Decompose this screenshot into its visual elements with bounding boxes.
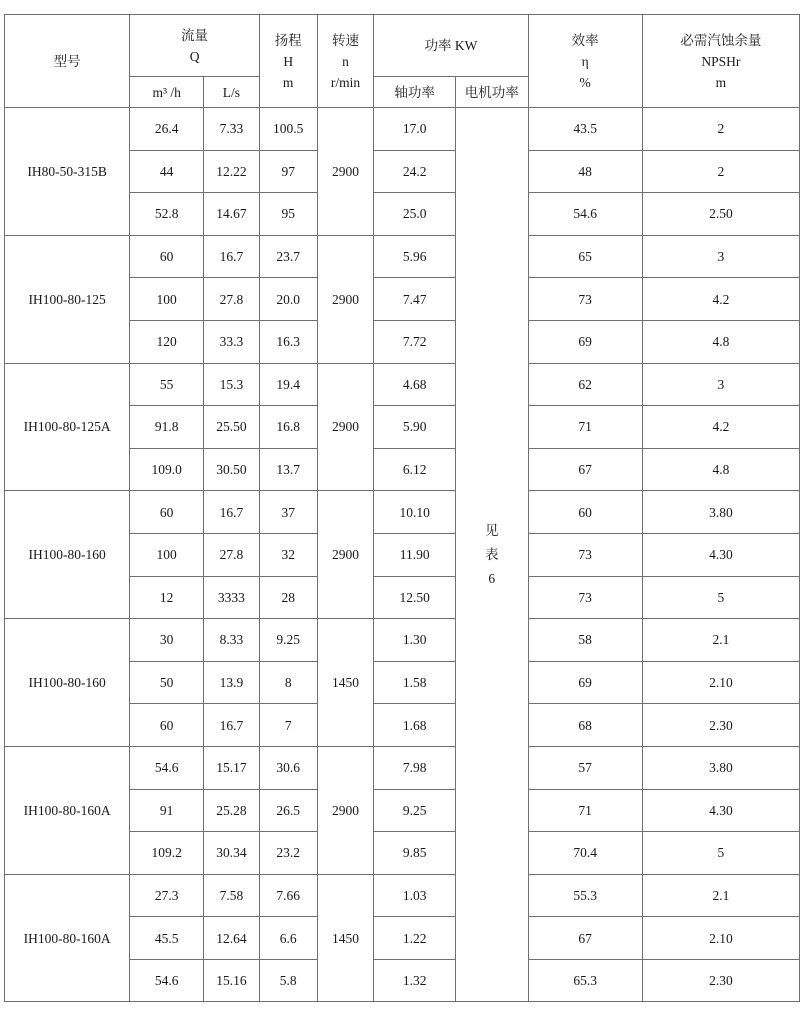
- cell-head: 30.6: [259, 746, 317, 789]
- cell-model: IH100-80-160: [5, 491, 130, 619]
- cell-head: 100.5: [259, 108, 317, 151]
- header-npsh-label: 必需汽蚀余量: [680, 32, 762, 48]
- cell-flow-ls: 3333: [204, 576, 260, 619]
- cell-npsh: 4.30: [642, 789, 799, 832]
- cell-efficiency: 71: [528, 789, 642, 832]
- cell-efficiency: 71: [528, 406, 642, 449]
- cell-shaft-power: 1.58: [374, 661, 456, 704]
- cell-speed: 1450: [317, 619, 374, 747]
- cell-shaft-power: 1.22: [374, 917, 456, 960]
- cell-head: 23.7: [259, 235, 317, 278]
- table-body: [5, 108, 800, 1002]
- cell-flow-ls: 30.50: [204, 448, 260, 491]
- cell-npsh: 2.30: [642, 959, 799, 1002]
- cell-npsh: 4.2: [642, 406, 799, 449]
- cell-flow-m3h: 45.5: [130, 917, 204, 960]
- header-efficiency-symbol: η: [581, 53, 589, 69]
- table-row: [5, 619, 800, 662]
- cell-efficiency: 58: [528, 619, 642, 662]
- cell-head: 9.25: [259, 619, 317, 662]
- pump-spec-table: [4, 14, 800, 1002]
- cell-efficiency: 57: [528, 746, 642, 789]
- cell-head: 8: [259, 661, 317, 704]
- cell-flow-m3h: 44: [130, 150, 204, 193]
- cell-model: IH100-80-125A: [5, 363, 130, 491]
- cell-npsh: 2.10: [642, 661, 799, 704]
- cell-speed: 1450: [317, 874, 374, 1002]
- cell-speed: 2900: [317, 363, 374, 491]
- cell-npsh: 2: [642, 150, 799, 193]
- cell-flow-ls: 7.58: [204, 874, 260, 917]
- cell-flow-m3h: 100: [130, 278, 204, 321]
- cell-flow-ls: 27.8: [204, 278, 260, 321]
- cell-npsh: 3.80: [642, 491, 799, 534]
- cell-efficiency: 67: [528, 917, 642, 960]
- cell-head: 7.66: [259, 874, 317, 917]
- header-npsh-code: NPSHr: [701, 53, 741, 69]
- cell-head: 32: [259, 533, 317, 576]
- header-head-symbol: H: [283, 53, 294, 69]
- cell-shaft-power: 9.85: [374, 832, 456, 875]
- cell-flow-ls: 8.33: [204, 619, 260, 662]
- cell-shaft-power: 6.12: [374, 448, 456, 491]
- cell-shaft-power: 7.98: [374, 746, 456, 789]
- cell-npsh: 5: [642, 576, 799, 619]
- table-row: [5, 491, 800, 534]
- cell-shaft-power: 5.96: [374, 235, 456, 278]
- cell-head: 7: [259, 704, 317, 747]
- header-flow: [130, 15, 259, 77]
- cell-flow-m3h: 50: [130, 661, 204, 704]
- cell-npsh: 2.1: [642, 874, 799, 917]
- cell-model: IH100-80-160A: [5, 746, 130, 874]
- header-efficiency-unit: %: [579, 74, 591, 90]
- cell-npsh: 3: [642, 235, 799, 278]
- cell-shaft-power: 7.72: [374, 320, 456, 363]
- cell-efficiency: 68: [528, 704, 642, 747]
- cell-flow-m3h: 54.6: [130, 746, 204, 789]
- cell-npsh: 4.8: [642, 448, 799, 491]
- cell-flow-m3h: 12: [130, 576, 204, 619]
- cell-npsh: 4.30: [642, 533, 799, 576]
- cell-efficiency: 65: [528, 235, 642, 278]
- table-header: [5, 15, 800, 108]
- pump-spec-table-wrapper: [4, 14, 800, 1002]
- cell-flow-ls: 27.8: [204, 533, 260, 576]
- cell-efficiency: 43.5: [528, 108, 642, 151]
- cell-speed: 2900: [317, 746, 374, 874]
- cell-flow-ls: 16.7: [204, 235, 260, 278]
- motor-power-note-char: 6: [488, 570, 496, 586]
- cell-shaft-power: 7.47: [374, 278, 456, 321]
- header-flow-ls: L/s: [204, 77, 260, 108]
- cell-head: 5.8: [259, 959, 317, 1002]
- header-flow-m3h: m³ /h: [130, 77, 204, 108]
- cell-model: IH100-80-160: [5, 619, 130, 747]
- header-npsh-unit: m: [715, 74, 727, 90]
- cell-npsh: 4.8: [642, 320, 799, 363]
- cell-flow-ls: 12.64: [204, 917, 260, 960]
- cell-flow-ls: 16.7: [204, 704, 260, 747]
- cell-shaft-power: 4.68: [374, 363, 456, 406]
- header-efficiency-label: 效率: [571, 32, 599, 48]
- cell-model: IH100-80-125: [5, 235, 130, 363]
- header-flow-symbol: Q: [189, 48, 200, 64]
- cell-flow-ls: 15.17: [204, 746, 260, 789]
- table-row: [5, 235, 800, 278]
- cell-flow-ls: 12.22: [204, 150, 260, 193]
- cell-efficiency: 69: [528, 320, 642, 363]
- cell-npsh: 3.80: [642, 746, 799, 789]
- header-efficiency: [528, 15, 642, 108]
- cell-npsh: 2.30: [642, 704, 799, 747]
- cell-motor-power-note: [455, 108, 528, 1002]
- cell-flow-m3h: 52.8: [130, 193, 204, 236]
- cell-efficiency: 67: [528, 448, 642, 491]
- cell-flow-ls: 15.16: [204, 959, 260, 1002]
- cell-shaft-power: 24.2: [374, 150, 456, 193]
- cell-efficiency: 54.6: [528, 193, 642, 236]
- cell-head: 13.7: [259, 448, 317, 491]
- cell-head: 16.3: [259, 320, 317, 363]
- cell-flow-m3h: 120: [130, 320, 204, 363]
- cell-flow-ls: 16.7: [204, 491, 260, 534]
- cell-flow-m3h: 60: [130, 704, 204, 747]
- cell-flow-m3h: 60: [130, 491, 204, 534]
- cell-shaft-power: 9.25: [374, 789, 456, 832]
- cell-shaft-power: 10.10: [374, 491, 456, 534]
- header-model-label: 型号: [53, 53, 81, 69]
- cell-efficiency: 60: [528, 491, 642, 534]
- cell-efficiency: 73: [528, 533, 642, 576]
- table-row: [5, 363, 800, 406]
- header-head: [259, 15, 317, 108]
- cell-flow-ls: 33.3: [204, 320, 260, 363]
- cell-flow-ls: 7.33: [204, 108, 260, 151]
- header-flow-label: 流量: [181, 27, 209, 43]
- cell-head: 95: [259, 193, 317, 236]
- cell-flow-m3h: 26.4: [130, 108, 204, 151]
- cell-flow-m3h: 55: [130, 363, 204, 406]
- cell-speed: 2900: [317, 108, 374, 236]
- motor-power-note-char: 表: [484, 546, 499, 562]
- cell-head: 37: [259, 491, 317, 534]
- cell-efficiency: 48: [528, 150, 642, 193]
- header-head-unit: m: [282, 74, 294, 90]
- cell-flow-m3h: 60: [130, 235, 204, 278]
- cell-head: 19.4: [259, 363, 317, 406]
- cell-shaft-power: 5.90: [374, 406, 456, 449]
- cell-efficiency: 70.4: [528, 832, 642, 875]
- cell-model: IH100-80-160A: [5, 874, 130, 1002]
- cell-shaft-power: 1.03: [374, 874, 456, 917]
- cell-efficiency: 73: [528, 278, 642, 321]
- cell-efficiency: 73: [528, 576, 642, 619]
- cell-flow-m3h: 27.3: [130, 874, 204, 917]
- header-speed: [317, 15, 374, 108]
- cell-efficiency: 65.3: [528, 959, 642, 1002]
- cell-shaft-power: 1.30: [374, 619, 456, 662]
- cell-flow-m3h: 91.8: [130, 406, 204, 449]
- cell-flow-m3h: 30: [130, 619, 204, 662]
- cell-shaft-power: 17.0: [374, 108, 456, 151]
- cell-efficiency: 69: [528, 661, 642, 704]
- cell-flow-ls: 15.3: [204, 363, 260, 406]
- header-speed-unit: r/min: [330, 74, 361, 90]
- cell-flow-ls: 14.67: [204, 193, 260, 236]
- cell-head: 28: [259, 576, 317, 619]
- cell-speed: 2900: [317, 491, 374, 619]
- cell-shaft-power: 11.90: [374, 533, 456, 576]
- cell-shaft-power: 1.32: [374, 959, 456, 1002]
- cell-shaft-power: 12.50: [374, 576, 456, 619]
- header-model: [5, 15, 130, 108]
- cell-npsh: 5: [642, 832, 799, 875]
- cell-shaft-power: 1.68: [374, 704, 456, 747]
- table-row: [5, 746, 800, 789]
- cell-shaft-power: 25.0: [374, 193, 456, 236]
- cell-flow-m3h: 109.0: [130, 448, 204, 491]
- cell-npsh: 4.2: [642, 278, 799, 321]
- cell-flow-ls: 25.50: [204, 406, 260, 449]
- cell-flow-ls: 13.9: [204, 661, 260, 704]
- header-speed-label: 转速: [331, 32, 359, 48]
- header-head-label: 扬程: [274, 32, 302, 48]
- cell-efficiency: 62: [528, 363, 642, 406]
- cell-head: 16.8: [259, 406, 317, 449]
- cell-flow-m3h: 54.6: [130, 959, 204, 1002]
- cell-npsh: 2.1: [642, 619, 799, 662]
- cell-model: IH80-50-315B: [5, 108, 130, 236]
- cell-flow-ls: 25.28: [204, 789, 260, 832]
- cell-npsh: 2.50: [642, 193, 799, 236]
- header-motor-power: 电机功率: [455, 77, 528, 108]
- header-shaft-power: 轴功率: [374, 77, 456, 108]
- cell-npsh: 2: [642, 108, 799, 151]
- cell-flow-m3h: 91: [130, 789, 204, 832]
- cell-head: 20.0: [259, 278, 317, 321]
- header-speed-symbol: n: [342, 53, 349, 69]
- header-power-label: 功率 KW: [424, 38, 478, 53]
- cell-flow-m3h: 109.2: [130, 832, 204, 875]
- header-npsh: [642, 15, 799, 108]
- header-power: [374, 15, 528, 77]
- cell-head: 6.6: [259, 917, 317, 960]
- cell-flow-ls: 30.34: [204, 832, 260, 875]
- cell-speed: 2900: [317, 235, 374, 363]
- motor-power-note-char: 见: [484, 522, 499, 538]
- cell-head: 97: [259, 150, 317, 193]
- cell-npsh: 3: [642, 363, 799, 406]
- cell-head: 23.2: [259, 832, 317, 875]
- table-row: [5, 108, 800, 151]
- cell-head: 26.5: [259, 789, 317, 832]
- cell-efficiency: 55.3: [528, 874, 642, 917]
- table-row: [5, 874, 800, 917]
- cell-npsh: 2.10: [642, 917, 799, 960]
- cell-flow-m3h: 100: [130, 533, 204, 576]
